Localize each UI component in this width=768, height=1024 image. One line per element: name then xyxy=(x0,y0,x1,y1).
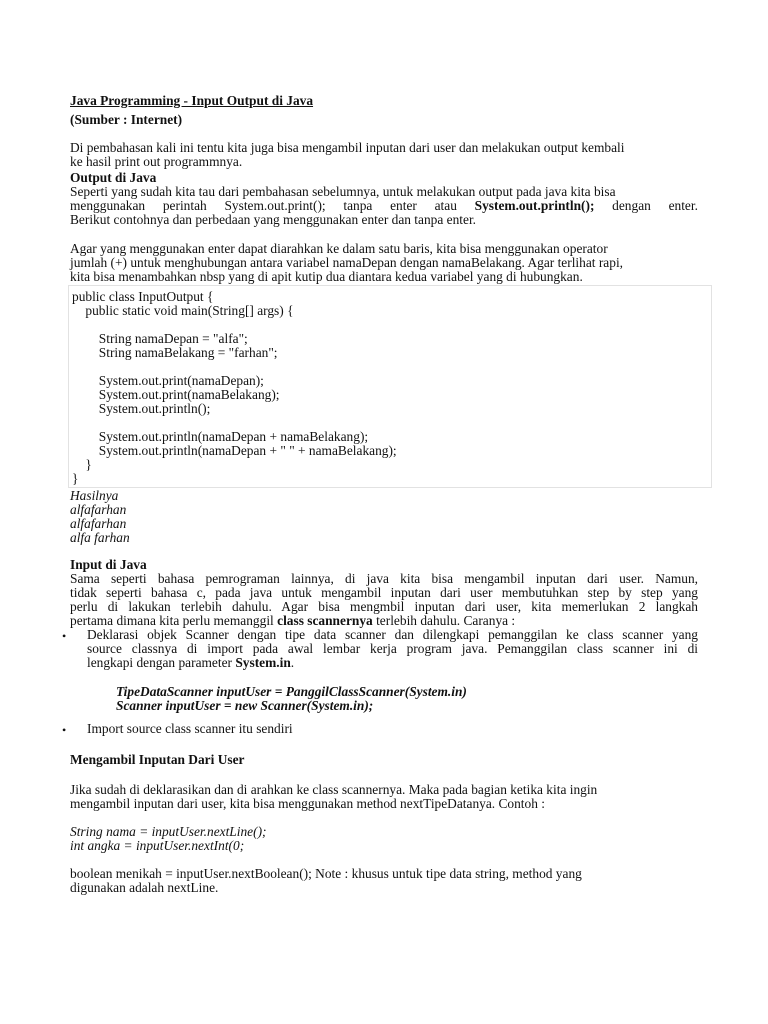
next-method-line: String nama = inputUser.nextLine(); xyxy=(70,824,267,839)
code-line: String namaDepan = "alfa"; xyxy=(72,331,248,346)
text-run: perintah xyxy=(162,198,207,213)
agar-line: jumlah (+) untuk menghubungan antara variabel namaDepan dengan namaBelakang. Agar terlihat rapi, xyxy=(70,255,624,270)
bullet-line: Import source class scanner itu sendiri xyxy=(87,721,293,736)
bold-run: class scannernya xyxy=(277,613,373,628)
text-run: terlebih dahulu. Caranya : xyxy=(372,613,516,628)
text-run: menggunakan xyxy=(70,198,146,213)
bullet-item-import xyxy=(87,722,698,736)
result-line: Hasilnya xyxy=(70,488,119,503)
source-line xyxy=(70,113,698,127)
code-line: public static void main(String[] args) { xyxy=(72,303,294,318)
code-line: System.out.println(namaDepan + namaBelakang); xyxy=(72,429,369,444)
code-line: System.out.print(namaDepan); xyxy=(72,373,264,388)
result-block xyxy=(70,489,698,545)
bullet-line: Deklarasi objek Scanner dengan tipe data scanner dan dilengkapi pemanggilan ke class scanner yang xyxy=(87,627,698,642)
bullet-dot-icon: • xyxy=(62,723,67,737)
output-line: Berikut contohnya dan perbedaan yang menggunakan enter dan tanpa enter. xyxy=(70,212,477,227)
text-run: enter. xyxy=(668,198,698,213)
text-run: pertama dimana kita perlu memanggil xyxy=(70,613,278,628)
jika-paragraph xyxy=(70,783,698,811)
intro-paragraph xyxy=(70,141,698,169)
input-line: tidak seperti bahasa c, pada java untuk mengambil inputan dari user membutuhkan step by step yang xyxy=(70,585,698,600)
text-run: dengan xyxy=(612,198,651,213)
jika-line: Jika sudah di deklarasikan dan di arahkan ke class scannernya. Maka pada bagian ketika kita ingin xyxy=(70,782,598,797)
bold-run: System.in xyxy=(235,655,291,670)
output-paragraph xyxy=(70,185,698,227)
doc-title xyxy=(70,94,698,108)
agar-paragraph xyxy=(70,242,698,284)
intro-line: ke hasil print out programmnya. xyxy=(70,154,243,169)
mengambil-heading xyxy=(70,753,698,767)
text-run: enter xyxy=(390,198,417,213)
bullet-line: source classnya di import pada awal lembar kerja program java. Pemanggilan class scanner ini di xyxy=(87,641,698,656)
next-method-line: int angka = inputUser.nextInt(0; xyxy=(70,838,245,853)
code-line: } xyxy=(72,457,92,472)
mengambil-heading-text: Mengambil Inputan Dari User xyxy=(70,752,245,767)
jika-line: mengambil inputan dari user, kita bisa menggunakan method nextTipeDatanya. Contoh : xyxy=(70,796,545,811)
scanner-code-line: TipeDataScanner inputUser = PanggilClassScanner(System.in) xyxy=(116,684,467,699)
bold-run: System.out.println(); xyxy=(474,198,595,213)
result-line: alfafarhan xyxy=(70,516,127,531)
text-run: atau xyxy=(434,198,457,213)
input-line xyxy=(70,614,698,628)
last-paragraph xyxy=(70,867,698,895)
text-run: lengkapi dengan parameter xyxy=(87,655,236,670)
output-heading xyxy=(70,171,698,185)
last-line: boolean menikah = inputUser.nextBoolean(); Note : khusus untuk tipe data string, method yang xyxy=(70,866,582,881)
text-run: System.out.print(); xyxy=(224,198,326,213)
result-line: alfa farhan xyxy=(70,530,130,545)
input-heading xyxy=(70,558,698,572)
text-run: . xyxy=(290,655,295,670)
text-run: tanpa xyxy=(343,198,373,213)
code-line: public class InputOutput { xyxy=(72,289,214,304)
code-line: String namaBelakang = "farhan"; xyxy=(72,345,278,360)
bullet-item-declaration xyxy=(87,628,698,670)
code-line: System.out.print(namaBelakang); xyxy=(72,387,280,402)
input-line: perlu di lakukan terlebih dahulu. Agar bisa mengmbil inputan dari user, kita memerlukan 2 langkah xyxy=(70,599,698,614)
output-heading-text: Output di Java xyxy=(70,170,157,185)
code-line: } xyxy=(72,471,79,486)
intro-line: Di pembahasan kali ini tentu kita juga bisa mengambil inputan dari user dan melakukan output kembali xyxy=(70,140,625,155)
output-line xyxy=(70,199,698,213)
title-text: Java Programming - Input Output di Java xyxy=(70,93,314,108)
next-method-code xyxy=(70,825,698,853)
agar-line: kita bisa menambahkan nbsp yang di apit kutip dua diantara kedua variabel yang di hubungkan. xyxy=(70,269,583,284)
output-line: Seperti yang sudah kita tau dari pembahasan sebelumnya, untuk melakukan output pada java kita bisa xyxy=(70,184,616,199)
input-line: Sama seperti bahasa pemrograman lainnya, di java kita bisa mengambil inputan dari user. Namun, xyxy=(70,571,698,586)
input-heading-text: Input di Java xyxy=(70,557,147,572)
last-line: digunakan adalah nextLine. xyxy=(70,880,219,895)
code-line: System.out.println(namaDepan + " " + namaBelakang); xyxy=(72,443,397,458)
bullet-dot-icon: • xyxy=(62,629,67,643)
scanner-code-block xyxy=(116,685,698,713)
result-line: alfafarhan xyxy=(70,502,127,517)
agar-line: Agar yang menggunakan enter dapat diarahkan ke dalam satu baris, kita bisa menggunakan operator xyxy=(70,241,608,256)
source-text: (Sumber : Internet) xyxy=(70,112,183,127)
input-paragraph xyxy=(70,572,698,628)
code-line: System.out.println(); xyxy=(72,401,211,416)
scanner-code-line: Scanner inputUser = new Scanner(System.in); xyxy=(116,698,374,713)
bullet-line xyxy=(87,656,698,670)
